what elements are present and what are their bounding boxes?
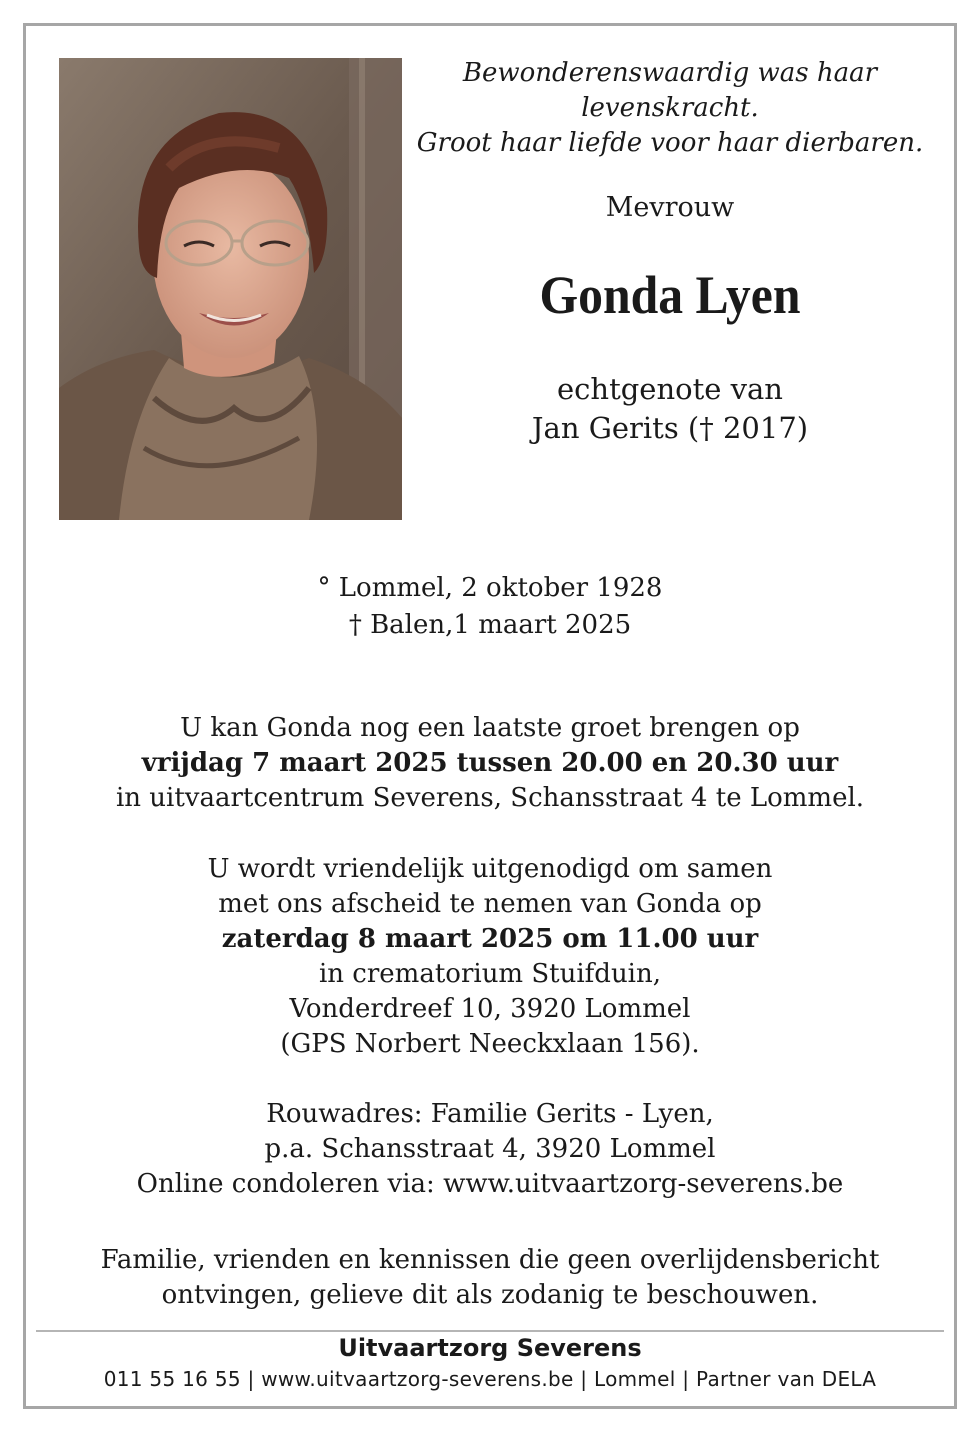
- notice-line-2: ontvingen, gelieve dit als zodanig te beschouwen.: [161, 1280, 819, 1310]
- ceremony-info: [0, 852, 980, 1062]
- ceremony-line-3: zaterdag 8 maart 2025 om 11.00 uur: [221, 924, 759, 954]
- portrait-photo: [59, 58, 402, 520]
- mourning-address: [0, 1097, 980, 1202]
- quote-line-1: Bewonderenswaardig was haar: [462, 58, 878, 88]
- birth-date: ° Lommel, 2 oktober 1928: [317, 573, 663, 603]
- address-line-1: Rouwadres: Familie Gerits - Lyen,: [266, 1099, 714, 1129]
- ceremony-line-4: in crematorium Stuifduin,: [318, 959, 662, 989]
- life-dates: [0, 570, 980, 644]
- quote-line-2: levenskracht.: [581, 93, 759, 123]
- ceremony-line-1: U wordt vriendelijk uitgenodigd om samen: [207, 854, 773, 884]
- address-line-2: p.a. Schansstraat 4, 3920 Lommel: [264, 1134, 716, 1164]
- deceased-name: Gonda Lyen: [539, 265, 801, 325]
- funeral-home-contact: 011 55 16 55 | www.uitvaartzorg-severens.be | Lommel | Partner van DELA: [103, 1367, 877, 1391]
- salutation: Mevrouw: [605, 192, 735, 223]
- footer-divider: [36, 1330, 944, 1332]
- spouse-line-2: Jan Gerits († 2017): [531, 411, 809, 445]
- notice-line-1: Familie, vrienden en kennissen die geen overlijdensbericht: [100, 1245, 880, 1275]
- notice-text: [0, 1243, 980, 1313]
- visitation-info: [0, 711, 980, 816]
- spouse-info: [410, 370, 930, 448]
- visit-line-3: in uitvaartcentrum Severens, Schansstraat 4 te Lommel.: [115, 783, 865, 813]
- funeral-home-name: Uitvaartzorg Severens: [338, 1334, 642, 1362]
- address-line-3: Online condoleren via: www.uitvaartzorg-severens.be: [136, 1169, 844, 1199]
- ceremony-line-2: met ons afscheid te nemen van Gonda op: [218, 889, 762, 919]
- quote-line-3: Groot haar liefde voor haar dierbaren.: [416, 128, 924, 158]
- visit-line-1: U kan Gonda nog een laatste groet brengen op: [180, 713, 800, 743]
- visit-line-2: vrijdag 7 maart 2025 tussen 20.00 en 20.30 uur: [141, 748, 839, 778]
- ceremony-line-6: (GPS Norbert Neeckxlaan 156).: [280, 1029, 700, 1059]
- ceremony-line-5: Vonderdreef 10, 3920 Lommel: [289, 994, 691, 1024]
- spouse-line-1: echtgenote van: [557, 372, 783, 406]
- memorial-quote: [410, 56, 930, 161]
- death-date: † Balen,1 maart 2025: [348, 610, 632, 640]
